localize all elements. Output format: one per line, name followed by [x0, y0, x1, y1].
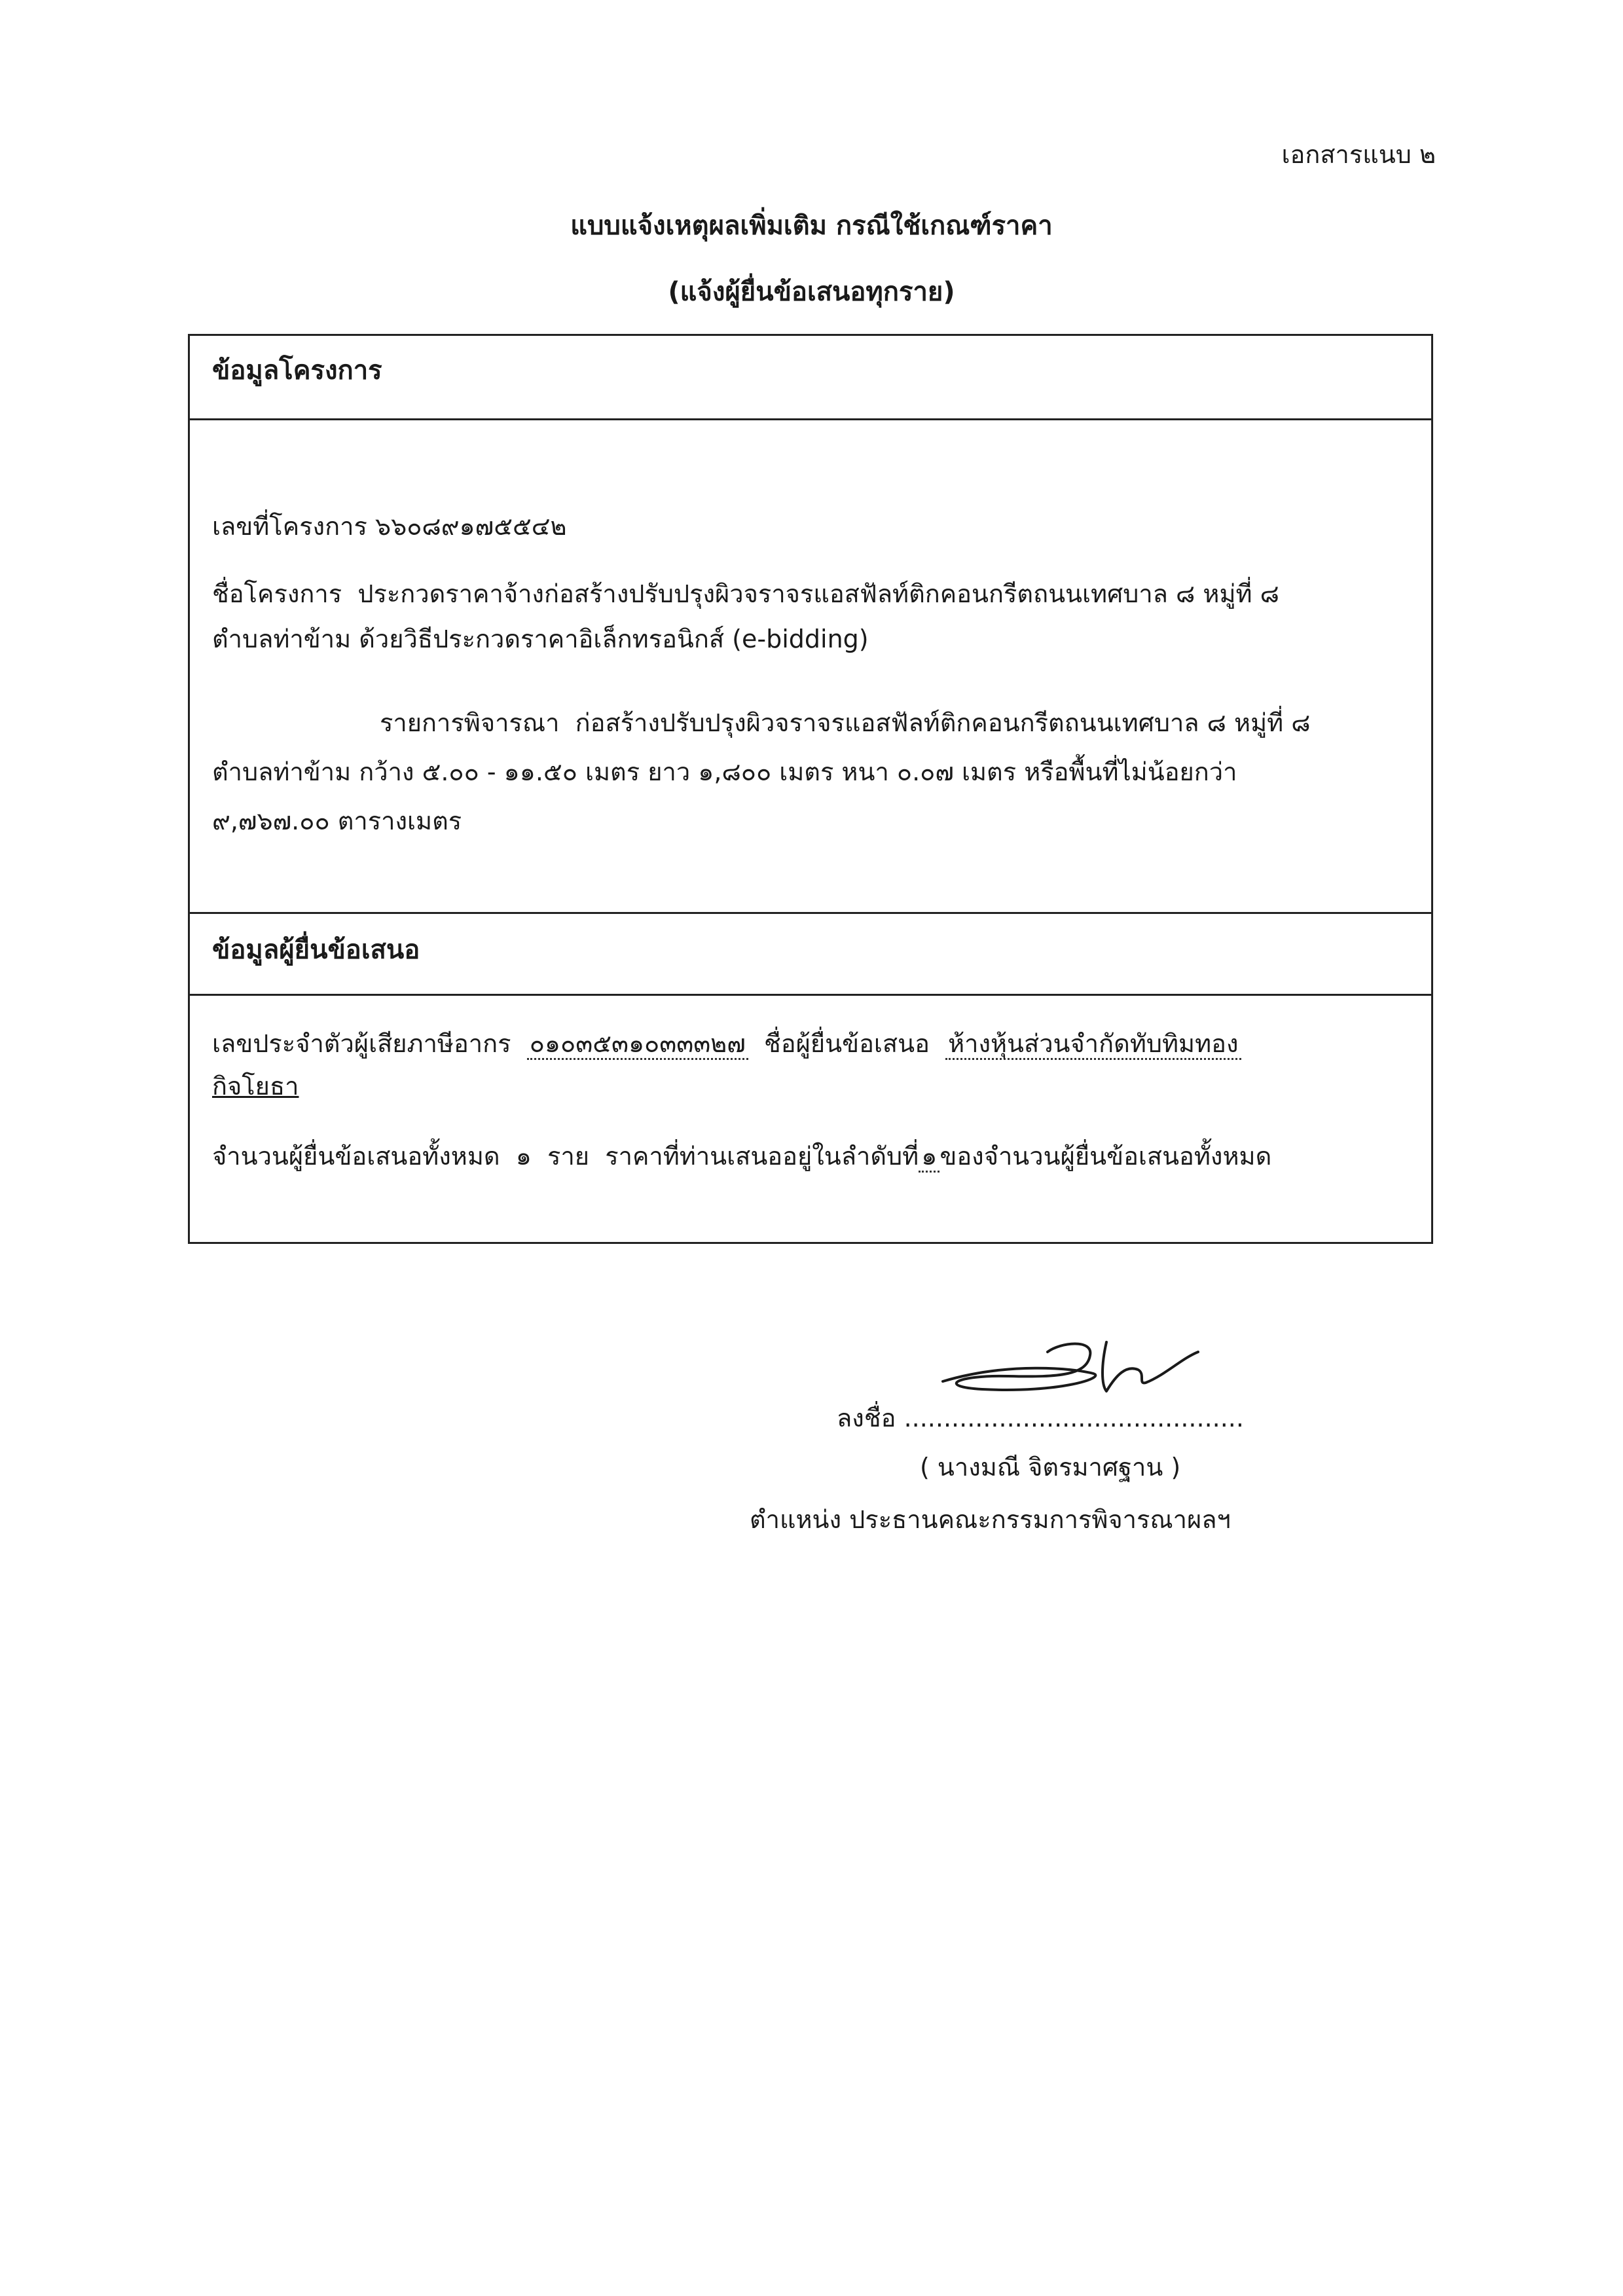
project-number-row — [212, 506, 567, 546]
signer-name: ( นางมณี จิตรมาศฐาน ) — [920, 1453, 1181, 1482]
bidder-heading: ข้อมูลผู้ยื่นข้อเสนอ — [212, 935, 420, 965]
rank-value: ๑ — [919, 1142, 939, 1173]
attachment-label: เอกสารแนบ ๒ — [1281, 140, 1436, 169]
bidder-name-line2: กิจโยธา — [212, 1072, 299, 1101]
project-number-label: เลขที่โครงการ — [212, 512, 367, 541]
sign-row — [837, 1398, 1244, 1438]
bidder-name-line1: ห้างหุ้นส่วนจำกัดทับทิมทอง — [945, 1029, 1241, 1060]
item-line3: ๙,๗๖๗.๐๐ ตารางเมตร — [212, 807, 462, 835]
bidder-name-label: ชื่อผู้ยื่นข้อเสนอ — [763, 1029, 930, 1058]
sign-dots: ........................................... — [903, 1404, 1244, 1432]
bidder-count: ๑ — [515, 1142, 532, 1171]
project-name-label: ชื่อโครงการ — [212, 579, 342, 608]
divider — [190, 912, 1431, 914]
project-heading: ข้อมูลโครงการ — [212, 355, 382, 386]
bidder-count-row — [212, 1136, 1271, 1176]
project-number: ๖๖๐๘๙๑๗๕๕๔๒ — [374, 512, 567, 541]
item-line2: ตำบลท่าข้าม กว้าง ๕.๐๐ - ๑๑.๕๐ เมตร ยาว ๑,๘๐๐ เมตร หนา ๐.๐๗ เมตร หรือพื้นที่ไม่น้อยกว่า — [212, 757, 1237, 786]
count-unit: ราย — [547, 1142, 590, 1171]
rank-label: ราคาที่ท่านเสนออยู่ในลำดับที่ — [605, 1142, 919, 1171]
info-table — [188, 334, 1433, 1244]
divider — [190, 418, 1431, 420]
page-subtitle: (แจ้งผู้ยื่นข้อเสนอทุกราย) — [668, 277, 955, 307]
tax-label: เลขประจำตัวผู้เสียภาษีอากร — [212, 1029, 511, 1058]
tax-id: ๐๑๐๓๕๓๑๐๓๓๓๒๗ — [527, 1029, 748, 1060]
page-title: แบบแจ้งเหตุผลเพิ่มเติม กรณีใช้เกณฑ์ราคา — [570, 211, 1053, 241]
item-line1: ก่อสร้างปรับปรุงผิวจราจรแอสฟัลท์ติกคอนกรีตถนนเทศบาล ๘ หมู่ที่ ๘ — [575, 708, 1311, 737]
rank-suffix: ของจำนวนผู้ยื่นข้อเสนอทั้งหมด — [939, 1142, 1272, 1171]
signature-icon — [930, 1329, 1205, 1401]
item-row — [380, 702, 1311, 742]
bidder-tax-row — [212, 1023, 1241, 1063]
item-label: รายการพิจารณา — [380, 708, 560, 737]
count-label: จำนวนผู้ยื่นข้อเสนอทั้งหมด — [212, 1142, 500, 1171]
project-name-line2: ตำบลท่าข้าม ด้วยวิธีประกวดราคาอิเล็กทรอนิกส์ (e-bidding) — [212, 625, 869, 653]
project-name-row — [212, 574, 1279, 613]
divider — [190, 994, 1431, 996]
sign-label: ลงชื่อ — [837, 1404, 896, 1432]
signer-position: ตำแหน่ง ประธานคณะกรรมการพิจารณาผลฯ — [750, 1505, 1231, 1534]
project-name-line1: ประกวดราคาจ้างก่อสร้างปรับปรุงผิวจราจรแอสฟัลท์ติกคอนกรีตถนนเทศบาล ๘ หมู่ที่ ๘ — [357, 579, 1279, 608]
